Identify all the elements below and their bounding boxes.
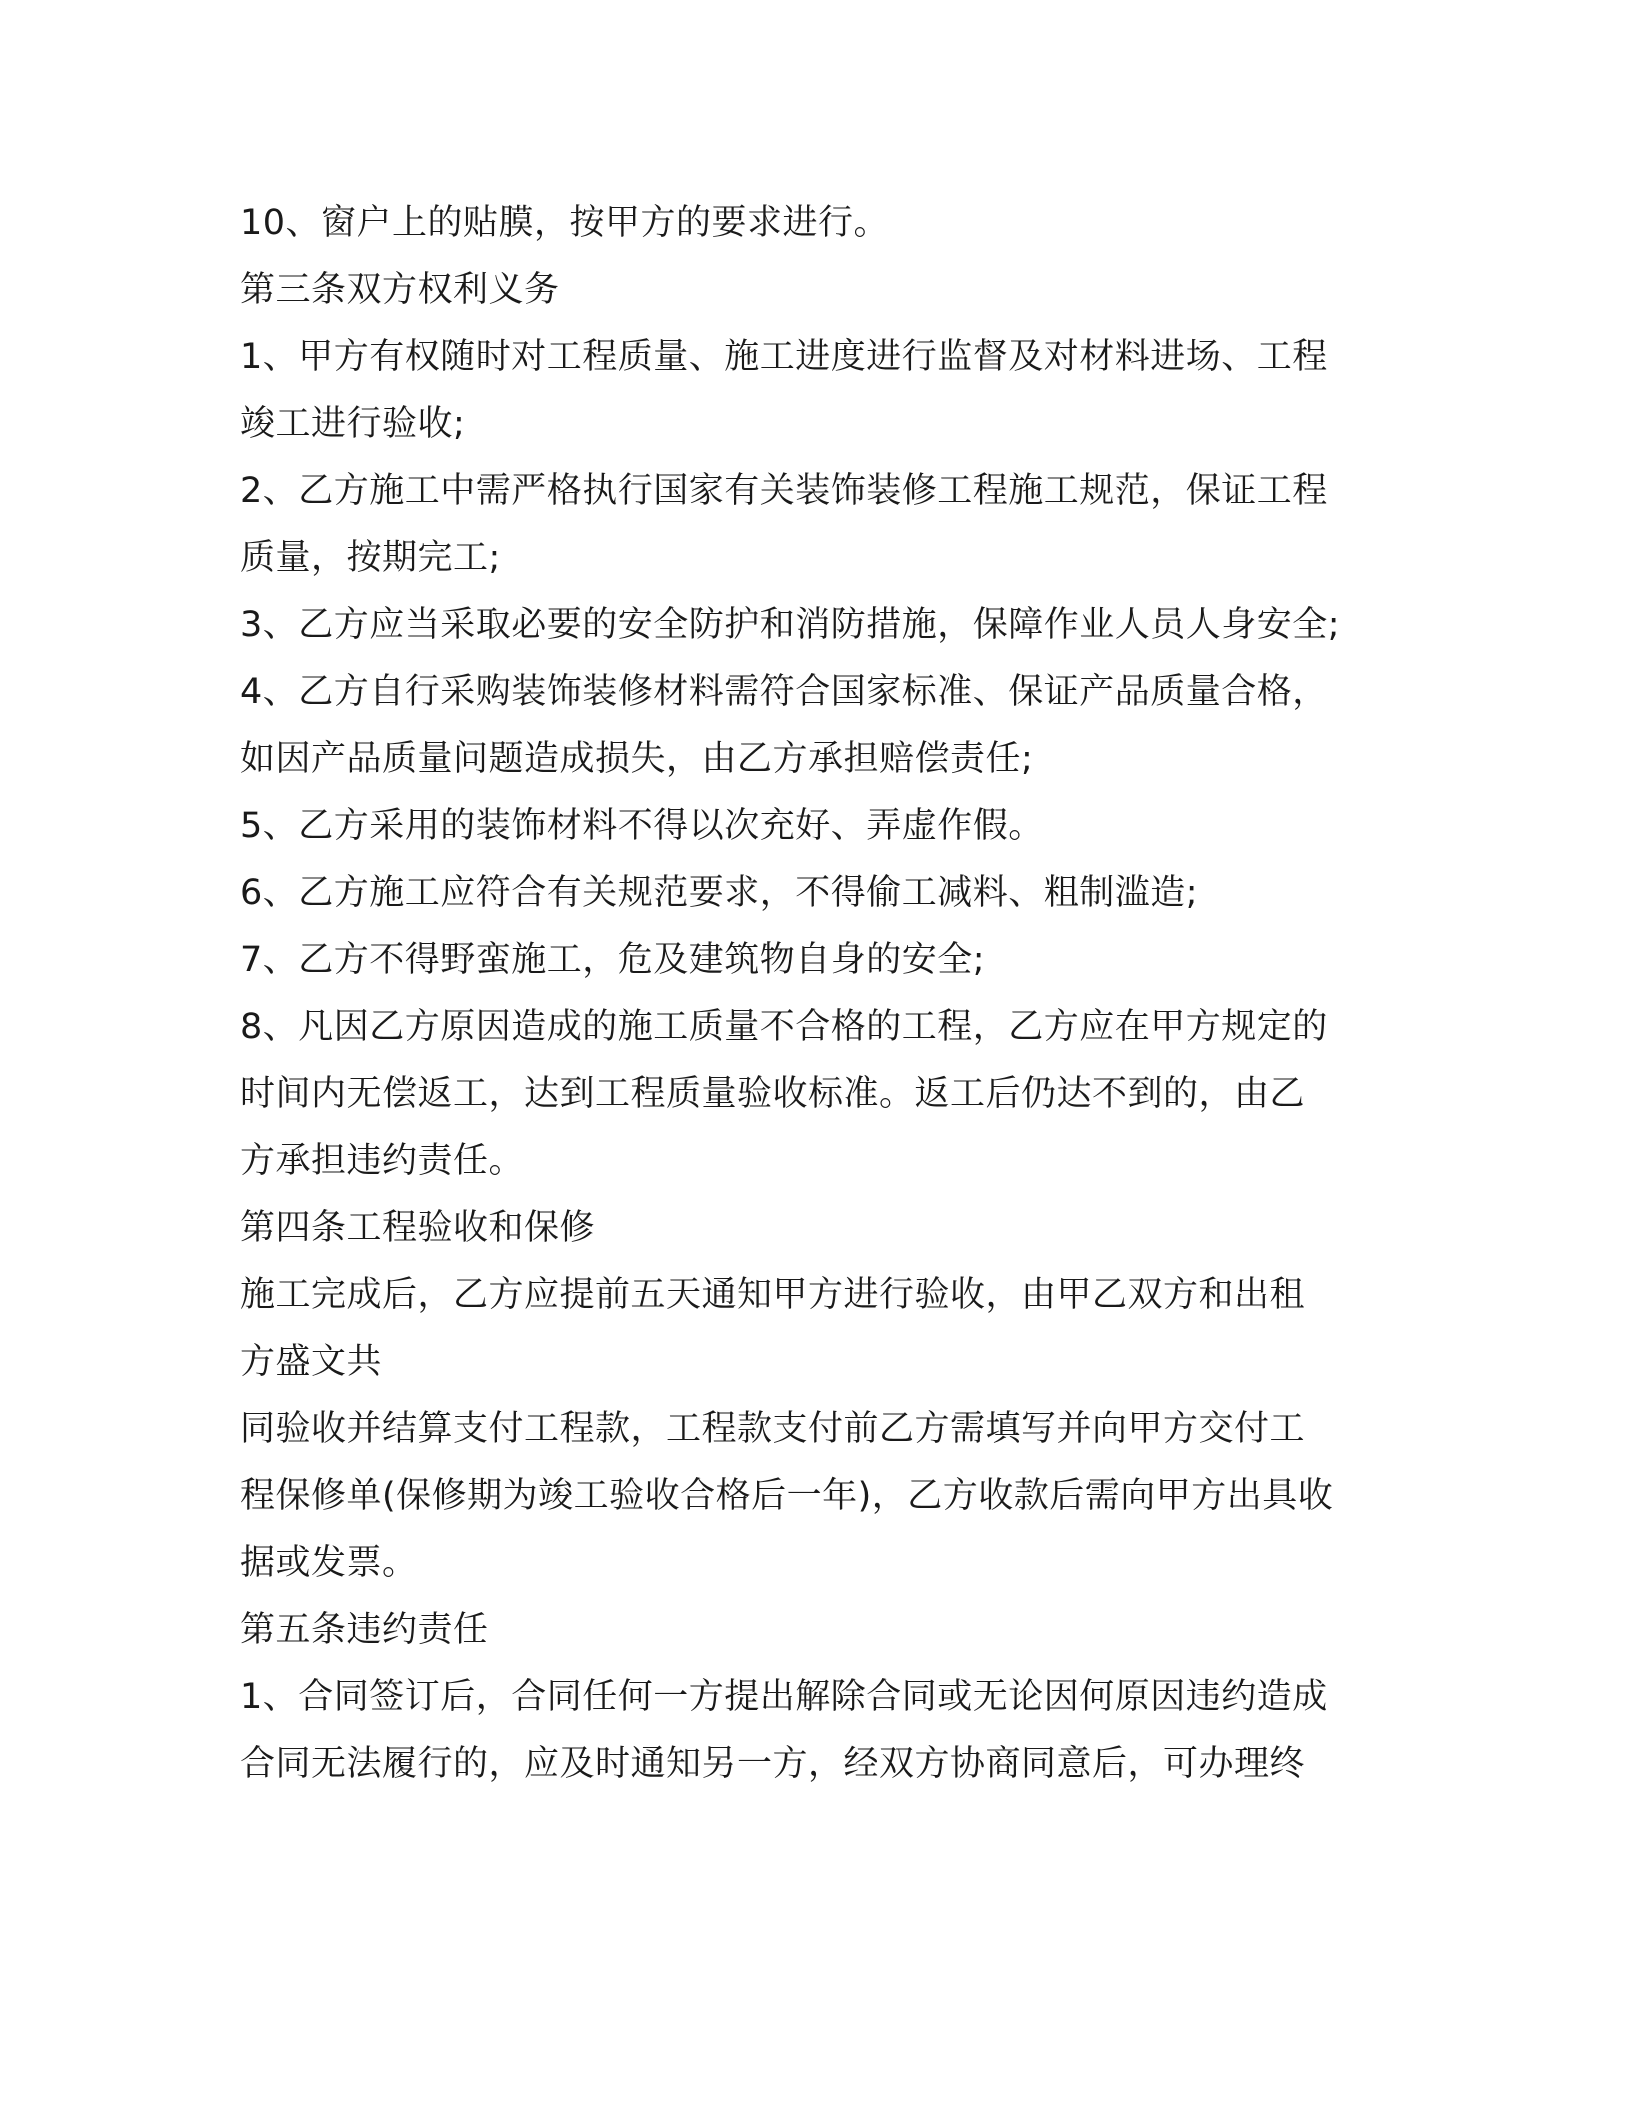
text-line: 方承担违约责任。: [240, 1141, 525, 1181]
section-heading: 第五条违约责任: [240, 1610, 489, 1650]
text-line: 如因产品质量问题造成损失，由乙方承担赔偿责任;: [240, 739, 1034, 779]
text-line: 1、甲方有权随时对工程质量、施工进度进行监督及对材料进场、工程: [240, 337, 1328, 377]
document-body: [240, 190, 1400, 1798]
text-line: 方盛文共: [240, 1342, 383, 1382]
text-line: 质量，按期完工;: [240, 538, 501, 578]
text-line: 程保修单(保修期为竣工验收合格后一年)，乙方收款后需向甲方出具收: [240, 1476, 1334, 1516]
text-line: 8、凡因乙方原因造成的施工质量不合格的工程，乙方应在甲方规定的: [240, 1007, 1328, 1047]
text-line: 4、乙方自行采购装饰装修材料需符合国家标准、保证产品质量合格，: [240, 672, 1328, 712]
text-line: 3、乙方应当采取必要的安全防护和消防措施，保障作业人员人身安全;: [240, 605, 1341, 645]
text-line: 6、乙方施工应符合有关规范要求，不得偷工减料、粗制滥造;: [240, 873, 1199, 913]
section-heading: 第三条双方权利义务: [240, 270, 560, 310]
text-line: 据或发票。: [240, 1543, 418, 1583]
text-line: 7、乙方不得野蛮施工，危及建筑物自身的安全;: [240, 940, 986, 980]
section-heading: 第四条工程验收和保修: [240, 1208, 596, 1248]
text-line: 2、乙方施工中需严格执行国家有关装饰装修工程施工规范，保证工程: [240, 471, 1328, 511]
text-line: 5、乙方采用的装饰材料不得以次充好、弄虚作假。: [240, 806, 1044, 846]
text-line: 时间内无偿返工，达到工程质量验收标准。返工后仍达不到的，由乙: [240, 1074, 1306, 1114]
text-line: 施工完成后，乙方应提前五天通知甲方进行验收，由甲乙双方和出租: [240, 1275, 1306, 1315]
text-line: 合同无法履行的，应及时通知另一方，经双方协商同意后，可办理终: [240, 1744, 1306, 1784]
text-line: 1、合同签订后，合同任何一方提出解除合同或无论因何原因违约造成: [240, 1677, 1328, 1717]
text-line: 10、窗户上的贴膜，按甲方的要求进行。: [240, 203, 890, 243]
text-line: 竣工进行验收;: [240, 404, 466, 444]
text-line: 同验收并结算支付工程款，工程款支付前乙方需填写并向甲方交付工: [240, 1409, 1306, 1449]
